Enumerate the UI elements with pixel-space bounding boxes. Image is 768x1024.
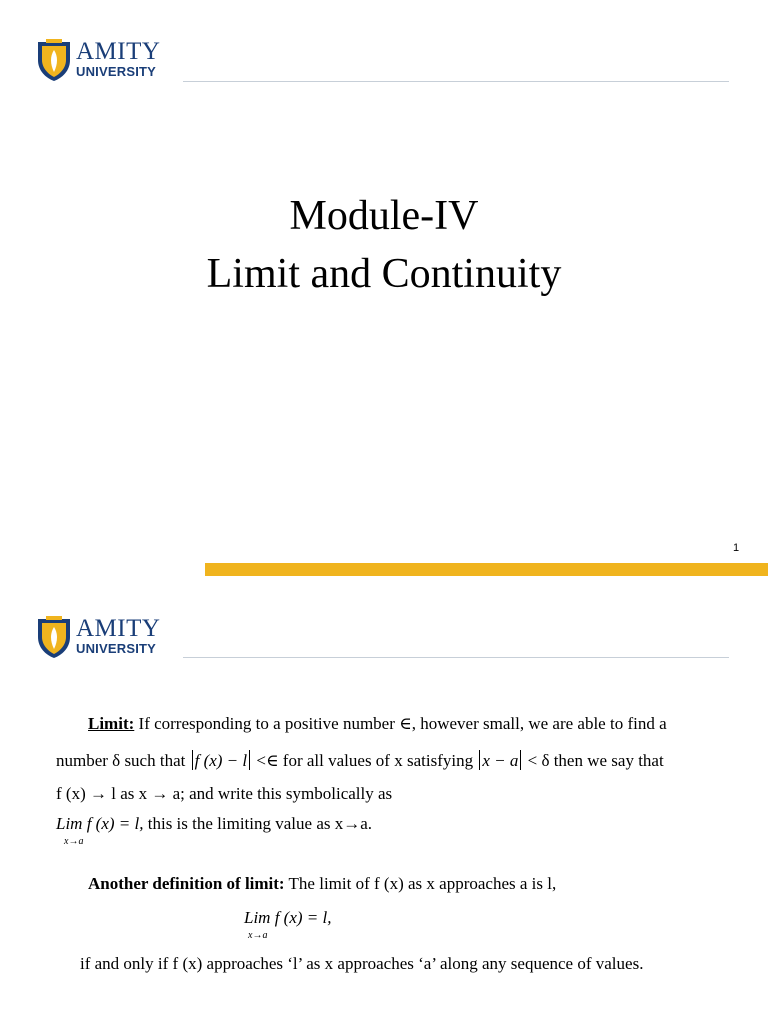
brand-subtitle: UNIVERSITY — [76, 64, 157, 79]
abs-expr-x-a: x − a — [482, 751, 519, 770]
amity-logo — [36, 38, 176, 84]
another-definition-lim — [244, 908, 332, 928]
header-rule — [183, 657, 729, 658]
brand-name: AMITY — [76, 38, 161, 65]
amity-shield-icon — [36, 38, 72, 82]
abs-bar-close — [249, 750, 250, 770]
amity-logo — [36, 615, 176, 661]
limit-text-b2: <∈ for all values of x satisfying — [256, 751, 474, 770]
slide-title-line2: Limit and Continuity — [206, 251, 562, 297]
limit-definition-line2 — [56, 750, 664, 771]
footer-gold-bar — [205, 563, 768, 576]
another-definition-label: Another definition of limit: — [88, 874, 285, 893]
lim-subscript: x→a — [64, 836, 84, 847]
limit-definition-line3: f (x) → l as x → a; and write this symbolically as — [56, 784, 393, 803]
limit-text-b1: number δ such that — [56, 751, 186, 770]
abs-bar-open — [192, 750, 193, 770]
another-definition-line3: if and only if f (x) approaches ‘l’ as x approaches ‘a’ along any sequence of values. — [80, 954, 644, 973]
abs-bar-open — [479, 750, 480, 770]
header-rule — [183, 81, 729, 82]
limit-definition-line4 — [56, 814, 372, 834]
limit-label: Limit: — [88, 714, 135, 733]
limit-text-d: this is the limiting value as x→a. — [143, 814, 373, 833]
abs-bar-close — [520, 750, 521, 770]
amity-shield-icon — [36, 615, 72, 659]
slide-number: 1 — [733, 542, 740, 554]
lim-expression-2: Lim f (x) = l, — [244, 908, 332, 927]
lim-subscript-2: x→a — [248, 930, 268, 941]
lim-expression: Lim f (x) = l, — [56, 814, 144, 833]
limit-text-a: If corresponding to a positive number ∈, however small, we are able to find a — [138, 714, 667, 733]
another-definition-line1 — [88, 874, 556, 894]
slide-title-line1: Module-IV — [289, 193, 479, 239]
limit-definition-line1 — [88, 714, 667, 734]
content-slide — [0, 590, 768, 1024]
brand-subtitle: UNIVERSITY — [76, 641, 157, 656]
abs-expr-fx-l: f (x) − l — [194, 751, 248, 770]
limit-text-b3: < δ then we say that — [527, 751, 664, 770]
another-definition-text: The limit of f (x) as x approaches a is l, — [284, 874, 557, 893]
brand-name: AMITY — [76, 615, 161, 642]
